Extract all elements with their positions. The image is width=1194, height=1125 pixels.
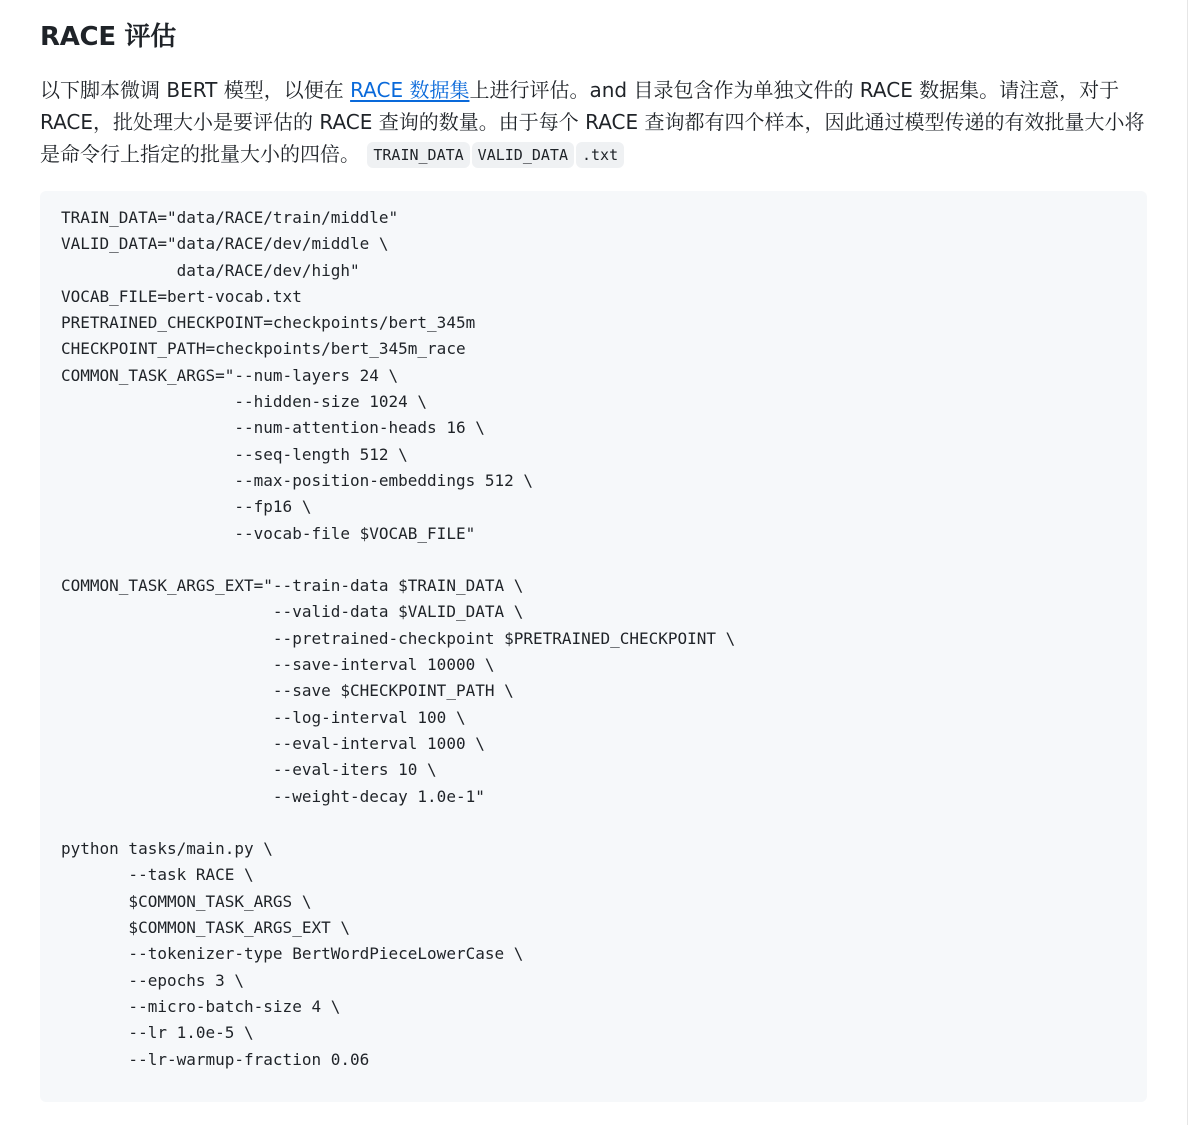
intro-paragraph <box>40 74 1147 170</box>
race-dataset-link[interactable]: RACE 数据集 <box>350 78 470 102</box>
page-scrollbar[interactable] <box>1187 0 1194 1125</box>
intro-suffix-text: 上进行评估。and 目录包含作为单独文件的 RACE 数据集。请注意，对于 RACE，批处理大小是要评估的 RACE 查询的数量。由于每个 RACE 查询都有四个样本，因此通过模型传递的有效批量大小将是命令行上指定的批量大小的四倍。 <box>40 78 1145 166</box>
code-block-content[interactable]: TRAIN_DATA="data/RACE/train/middle" VALID_DATA="data/RACE/dev/middle \ data/RACE/dev/high" VOCAB_FILE=bert-vocab.txt PRETRAINED_CHECKPOINT=checkpoints/bert_345m CHECKPOINT_PATH=checkpoints/bert_345m_race COMMON_TASK_ARGS="--num-layers 24 \ --hidden-size 1024 \ --num-attention-heads 16 \ --seq-length 512 \ --max-position-embeddings 512 \ --fp16 \ --vocab-file $VOCAB_FILE" COMMON_TASK_ARGS_EXT="--train-data $TRAIN_DATA \ --valid-data $VALID_DATA \ --pretrained-checkpoint $PRETRAINED_CHECKPOINT \ --save-interval 10000 \ --save $CHECKPOINT_PATH \ --log-interval 100 \ --eval-interval 1000 \ --eval-iters 10 \ --weight-decay 1.0e-1" python tasks/main.py \ --task RACE \ $COMMON_TASK_ARGS \ $COMMON_TASK_ARGS_EXT \ --tokenizer-type BertWordPieceLowerCase \ --epochs 3 \ --micro-batch-size 4 \ --lr 1.0e-5 \ --lr-warmup-fraction 0.06 <box>61 208 736 1069</box>
inline-code-valid-data: VALID_DATA <box>472 142 574 168</box>
intro-prefix-text: 以下脚本微调 BERT 模型，以便在 <box>40 78 351 102</box>
section-heading: RACE 评估 <box>40 22 176 52</box>
inline-code-txt: .txt <box>576 142 624 168</box>
inline-code-train-data: TRAIN_DATA <box>367 142 469 168</box>
code-block[interactable] <box>40 191 1147 1102</box>
article-section <box>40 0 1147 1069</box>
